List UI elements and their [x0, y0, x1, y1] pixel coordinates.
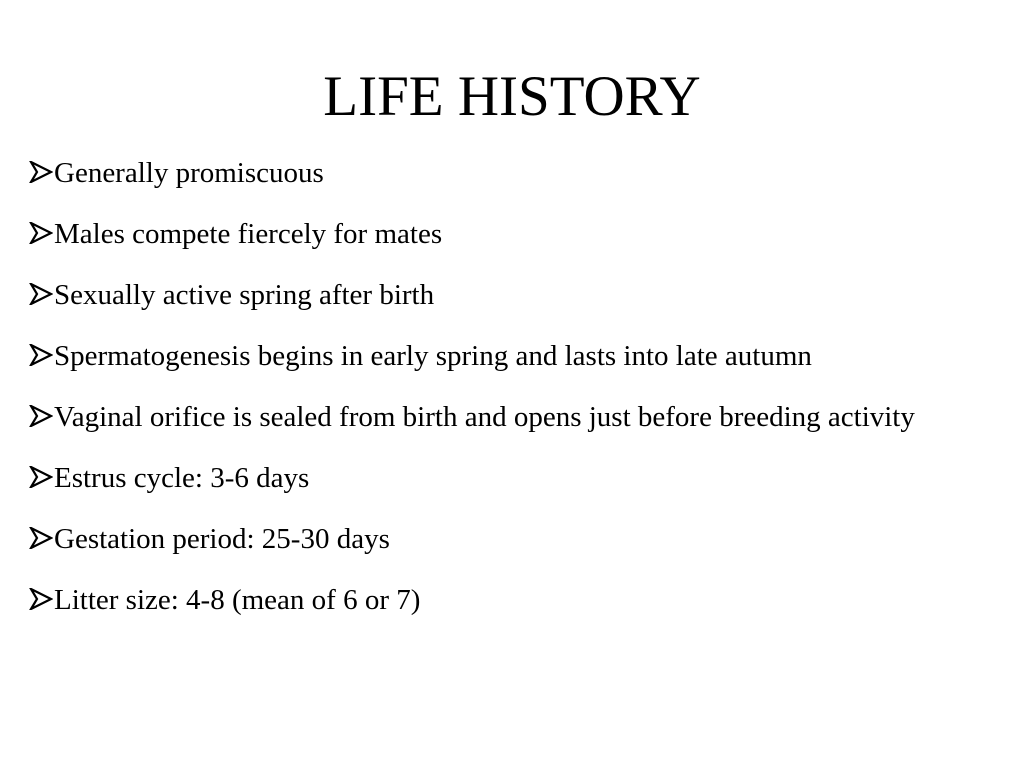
bullet-item — [29, 519, 989, 560]
bullet-item — [29, 214, 989, 255]
arrow-bullet-icon — [29, 344, 53, 366]
bullet-item — [29, 580, 989, 621]
bullet-text: Spermatogenesis begins in early spring and lasts into late autumn — [54, 340, 812, 372]
bullet-item — [29, 458, 989, 499]
bullet-text: Sexually active spring after birth — [54, 279, 435, 311]
bullet-text: Estrus cycle: 3-6 days — [54, 462, 310, 494]
slide-title: LIFE HISTORY — [323, 65, 701, 128]
arrow-bullet-icon — [29, 161, 53, 183]
arrow-bullet-icon — [29, 466, 53, 488]
bullet-text: Gestation period: 25-30 days — [54, 523, 390, 555]
bullet-item — [29, 397, 989, 438]
bullet-text: Vaginal orifice is sealed from birth and opens just before breeding activity — [54, 401, 915, 433]
arrow-bullet-icon — [29, 405, 53, 427]
bullet-text: Litter size: 4-8 (mean of 6 or 7) — [54, 584, 421, 616]
bullet-item — [29, 336, 989, 377]
arrow-bullet-icon — [29, 588, 53, 610]
bullet-list — [29, 153, 989, 641]
bullet-text: Males compete fiercely for mates — [54, 218, 443, 250]
bullet-item — [29, 275, 989, 316]
bullet-item — [29, 153, 989, 194]
arrow-bullet-icon — [29, 222, 53, 244]
bullet-text: Generally promiscuous — [54, 157, 324, 189]
arrow-bullet-icon — [29, 283, 53, 305]
arrow-bullet-icon — [29, 527, 53, 549]
